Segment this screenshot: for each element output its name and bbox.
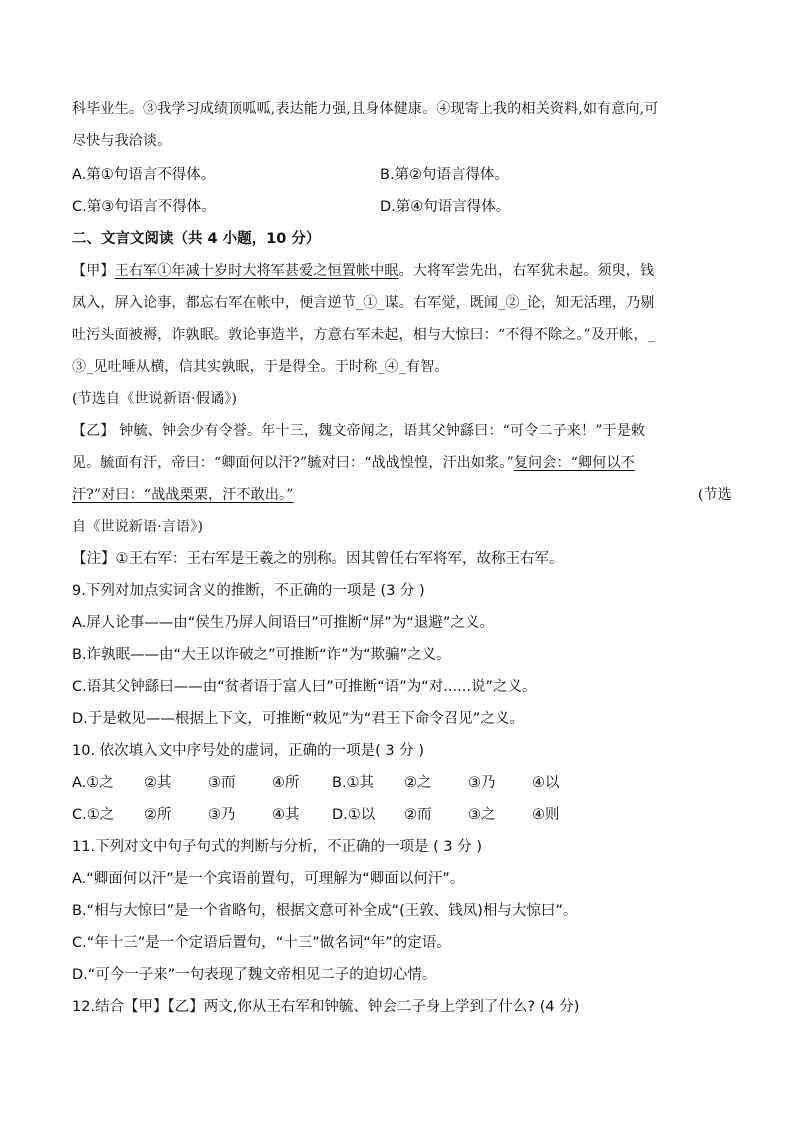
passage-jia-line: 吐污头面被褥，诈孰眠。敦论事造半，方意右军未起，相与大惊曰：“不得不除之。”及开帐，_ — [72, 327, 655, 343]
text-line: 科毕业生。③我学习成绩顶呱呱,表达能力强,且身体健康。④现寄上我的相关资料,如有意向,可 — [72, 101, 659, 117]
option-row — [72, 165, 732, 185]
question-11-stem: 11.下列对文中句子句式的判断与分析，不正确的一项是 ( 3 分 ) — [72, 839, 483, 855]
underlined-sentence: 复问会：“卿何以不 — [513, 455, 635, 471]
text-line: 尽快与我洽谈。 — [72, 133, 172, 149]
question-9-option-a: A.屏人论事——由“侯生乃屏人间语曰”可推断“屏”为“退避”之义。 — [72, 615, 494, 631]
option-item: ④其 — [272, 807, 300, 823]
source-citation: (节选 — [697, 487, 732, 503]
source-citation: 自《世说新语·言语》) — [72, 519, 204, 535]
option-b: B.第②句语言得体。 — [380, 167, 510, 183]
option-item: ④则 — [532, 807, 560, 823]
underlined-sentence: 汗?”对曰：“战战栗栗，汗不敢出。” — [72, 487, 294, 503]
passage-yi-line: 见。毓面有汗，帝曰：“卿面何以汗?”毓对曰：“战战惶惶，汗出如浆。”复问会：“卿何以不 — [72, 455, 635, 471]
option-c: C.第③句语言不得体。 — [72, 199, 216, 215]
question-11-option-d: D.“可今一子来”一句表现了魏文帝相见二子的迫切心情。 — [72, 967, 437, 983]
option-item: ②之 — [404, 775, 432, 791]
option-a: A.第①句语言不得体。 — [72, 167, 216, 183]
section-heading: 二、文言文阅读（共 4 小题，10 分） — [72, 231, 321, 247]
question-11-option-c: C.“年十三”是一个定语后置句，“十三”做名词“年”的定语。 — [72, 935, 451, 951]
question-10-options-row — [72, 805, 732, 825]
option-d: D.第④句语言得体。 — [380, 199, 511, 215]
option-item: ③之 — [468, 807, 496, 823]
question-12-stem: 12.结合【甲】【乙】两文,你从王右军和钟毓、钟会二子身上学到了什么? (4 分) — [72, 999, 580, 1015]
option-item: ④所 — [272, 775, 300, 791]
question-9-option-d: D.于是敕见——根据上下文，可推断“敕见”为“君王下命令召见”之义。 — [72, 711, 524, 727]
option-item: ②其 — [144, 775, 172, 791]
passage-yi-line — [72, 485, 732, 505]
option-item: ③乃 — [208, 807, 236, 823]
passage-yi-line: 【乙】 钟毓、钟会少有令誉。年十三，魏文帝闻之，语其父钟繇曰：“可令二子来！”于是敕 — [72, 423, 646, 439]
footnote: 【注】①王右军：王右军是王羲之的别称。因其曾任右军将军，故称王右军。 — [72, 551, 564, 567]
option-item: ②所 — [144, 807, 172, 823]
option-item: B.①其 — [332, 775, 375, 791]
option-item: D.①以 — [332, 807, 376, 823]
option-item: ②而 — [404, 807, 432, 823]
source-citation: (节选自《世说新语·假谲》) — [72, 391, 238, 407]
question-9-stem: 9.下列对加点实词含义的推断，不正确的一项是 (3 分 ) — [72, 583, 425, 599]
question-10-options-row — [72, 773, 732, 793]
option-row — [72, 197, 732, 217]
question-9-option-b: B.诈孰眠——由“大王以诈破之”可推断“诈”为“欺骗”之义。 — [72, 647, 451, 663]
option-item: A.①之 — [72, 775, 114, 791]
passage-jia-line: 【甲】王右军①年减十岁时大将军甚爱之恒置帐中眠。大将军尝先出，右军犹未起。须臾，钱 — [72, 263, 655, 279]
question-9-option-c: C.语其父钟繇曰——由“贫者语于富人曰”可推断“语”为“对......说”之义。 — [72, 679, 537, 695]
question-10-stem: 10. 依次填入文中序号处的虚词，正确的一项是( 3 分 ) — [72, 743, 425, 759]
option-item: ④以 — [532, 775, 560, 791]
passage-jia-line: ③_见吐唾从横，信其实孰眠，于是得全。于时称_④_有智。 — [72, 359, 449, 375]
passage-label: 【甲】 — [72, 263, 115, 279]
passage-jia-line: 凤入，屏入论事，都忘右军在帐中，便言逆节_①_谋。右军觉，既闻_②_论，知无活理，乃剔 — [72, 295, 655, 311]
option-item: C.①之 — [72, 807, 115, 823]
option-item: ③乃 — [468, 775, 496, 791]
question-11-option-b: B.“相与大惊曰”是一个省略句，根据文意可补全成“(王敦、钱凤)相与大惊曰”。 — [72, 903, 578, 919]
option-item: ③而 — [208, 775, 236, 791]
question-11-option-a: A.“卿面何以汗”是一个宾语前置句，可理解为“卿面以何汗”。 — [72, 871, 465, 887]
underlined-sentence: 王右军①年减十岁时大将军甚爱之恒置帐中眠 — [114, 263, 399, 279]
